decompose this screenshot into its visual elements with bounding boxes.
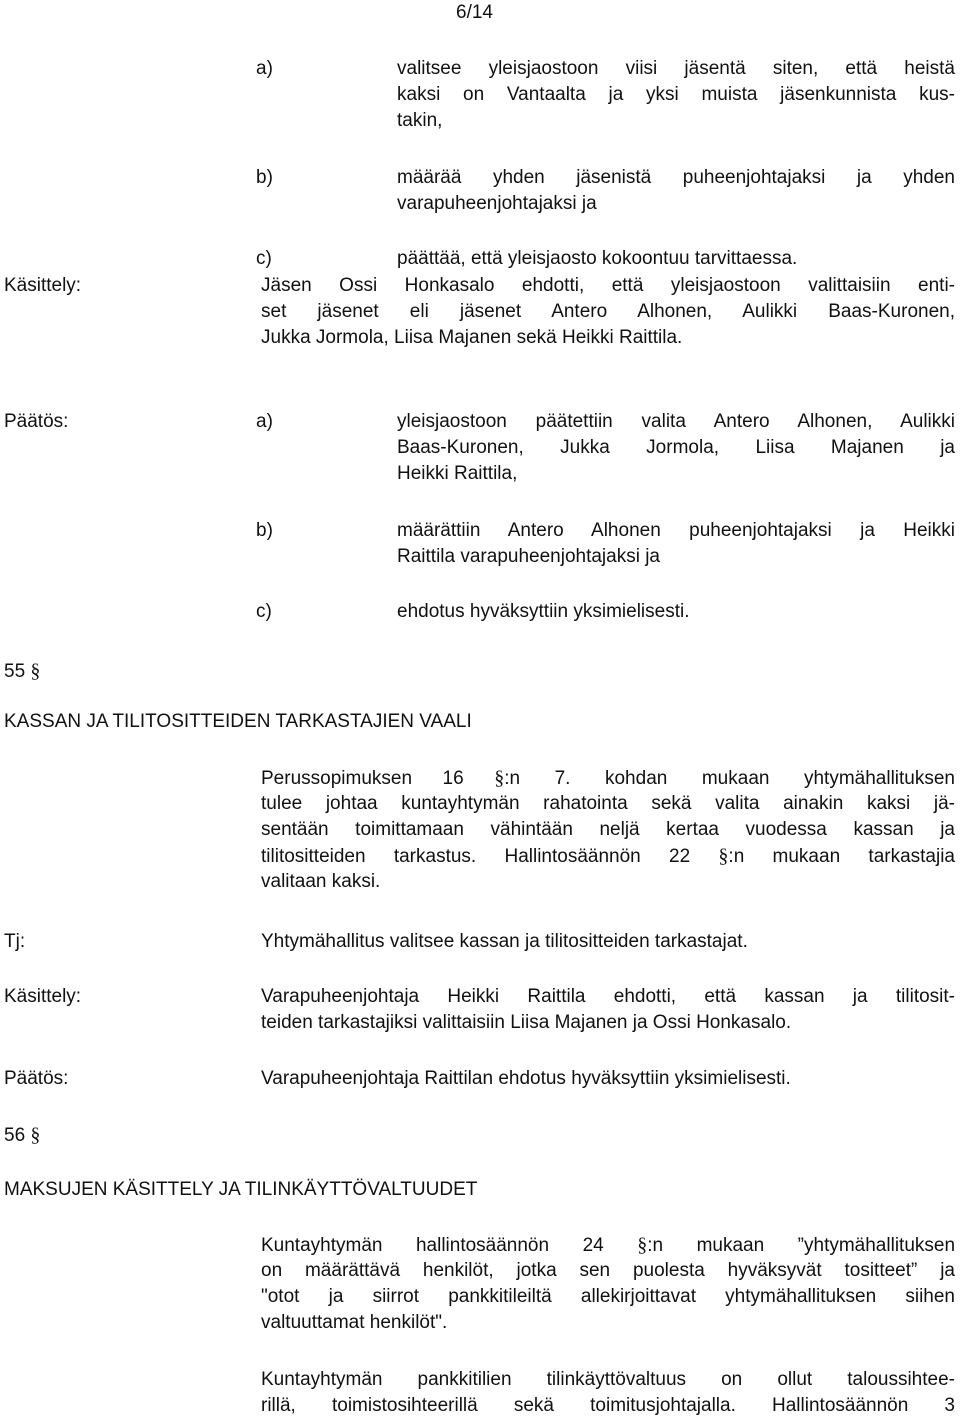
kasittely-text [261,984,955,1036]
intro-text: tilitositteiden tarkastus. Hallintosäännön 22 [261,846,691,867]
paatos-marker-a: a) [256,411,273,432]
section-sign-icon: § [494,767,505,789]
kasittely-line: teiden tarkastajiksi valittaisiin Liisa Majanen ja Ossi Honkasalo. [261,1012,792,1033]
para-line: valtuuttamat henkilöt". [261,1312,448,1333]
list-item-b-line: varapuheenjohtajaksi ja [397,193,597,214]
paatos-item-b-line: määrättiin Antero Alhonen puheenjohtajaksi ja Heikki [397,520,955,541]
kasittely-line: Jäsen Ossi Honkasalo ehdotti, että yleisjaostoon valittaisiin enti- [261,275,955,296]
list-marker-b: b) [256,167,273,188]
list-item-a-line: kaksi on Vantaalta ja yksi muista jäsenkunnista kus- [397,84,955,105]
section-55-number [4,658,40,685]
para-text: Kuntayhtymän hallintosäännön 24 [261,1235,604,1256]
intro-line-with-sign [261,765,955,791]
list-marker-a: a) [256,58,273,79]
intro-text: :n mukaan tarkastajia [728,846,955,867]
section-number: 56 [4,1125,26,1146]
section-56-para-1 [261,1232,955,1336]
page-number: 6/14 [456,2,493,23]
paatos-item-b-line: Raittila varapuheenjohtajaksi ja [397,546,660,567]
intro-text: Perussopimuksen 16 [261,768,464,789]
paatos-item-a-line: yleisjaostoon päätettiin valita Antero Alhonen, Aulikki [397,411,955,432]
para-line: on määrättävä henkilöt, jotka sen puolesta hyväksyvät tositteet” ja [261,1260,955,1281]
section-56-title: MAKSUJEN KÄSITTELY JA TILINKÄYTTÖVALTUUDET [4,1179,478,1200]
para-line-with-sign [261,1232,955,1258]
paatos-marker-b: b) [256,520,273,541]
section-sign-icon: § [30,660,41,682]
paatos-marker-c: c) [256,601,272,622]
intro-line: sentään toimittamaan vähintään neljä kertaa vuodessa kassan ja [261,819,955,840]
para-line: rillä, toimistosihteerillä sekä toimitusjohtajalla. Hallintosäännön 3 [261,1395,955,1416]
para-line: "otot ja siirrot pankkitileiltä allekirjoittavat yhtymähallituksen siihen [261,1286,955,1307]
list-marker-c: c) [256,248,272,269]
section-sign-icon: § [718,845,729,867]
kasittely-label: Käsittely: [4,986,82,1007]
tj-label: Tj: [4,931,26,952]
kasittely-line: Jukka Jormola, Liisa Majanen sekä Heikki Raittila. [261,327,683,348]
section-55-intro [261,765,955,895]
list-item-b [397,165,955,217]
section-56-para-2 [261,1367,955,1419]
section-sign-icon: § [637,1234,648,1256]
intro-line-with-sign [261,843,955,869]
paatos-item-b [397,518,955,570]
paatos-label: Päätös: [4,1068,69,1089]
kasittely-line: set jäsenet eli jäsenet Antero Alhonen, Aulikki Baas-Kuronen, [261,301,955,322]
list-item-a [397,56,955,134]
kasittely-line: Varapuheenjohtaja Heikki Raittila ehdotti, että kassan ja tilitosit- [261,986,955,1007]
para-text: :n mukaan ”yhtymähallituksen [647,1235,955,1256]
section-56-number [4,1122,40,1149]
paatos-item-a [397,409,955,487]
paatos-item-a-line: Heikki Raittila, [397,463,518,484]
list-item-c: päättää, että yleisjaosto kokoontuu tarvittaessa. [397,248,798,269]
paatos-label: Päätös: [4,411,69,432]
intro-line: valitaan kaksi. [261,871,381,892]
para-line: Kuntayhtymän pankkitilien tilinkäyttövaltuus on ollut taloussihtee- [261,1369,955,1390]
paatos-item-c: ehdotus hyväksyttiin yksimielisesti. [397,601,690,622]
list-item-a-line: valitsee yleisjaostoon viisi jäsentä siten, että heistä [397,58,955,79]
list-item-a-line: takin, [397,110,443,131]
list-item-b-line: määrää yhden jäsenistä puheenjohtajaksi ja yhden [397,167,955,188]
paatos-text: Varapuheenjohtaja Raittilan ehdotus hyväksyttiin yksimielisesti. [261,1068,791,1089]
intro-line: tulee johtaa kuntayhtymän rahatointa sekä valita ainakin kaksi jä- [261,793,955,814]
section-55-title: KASSAN JA TILITOSITTEIDEN TARKASTAJIEN VAALI [4,711,472,732]
paatos-item-a-line: Baas-Kuronen, Jukka Jormola, Liisa Majanen ja [397,437,955,458]
tj-text: Yhtymähallitus valitsee kassan ja tilitositteiden tarkastajat. [261,931,748,952]
intro-text: :n 7. kohdan mukaan yhtymähallituksen [504,768,955,789]
kasittely-text [261,273,955,351]
kasittely-label: Käsittely: [4,275,82,296]
section-sign-icon: § [30,1124,41,1146]
section-number: 55 [4,661,26,682]
